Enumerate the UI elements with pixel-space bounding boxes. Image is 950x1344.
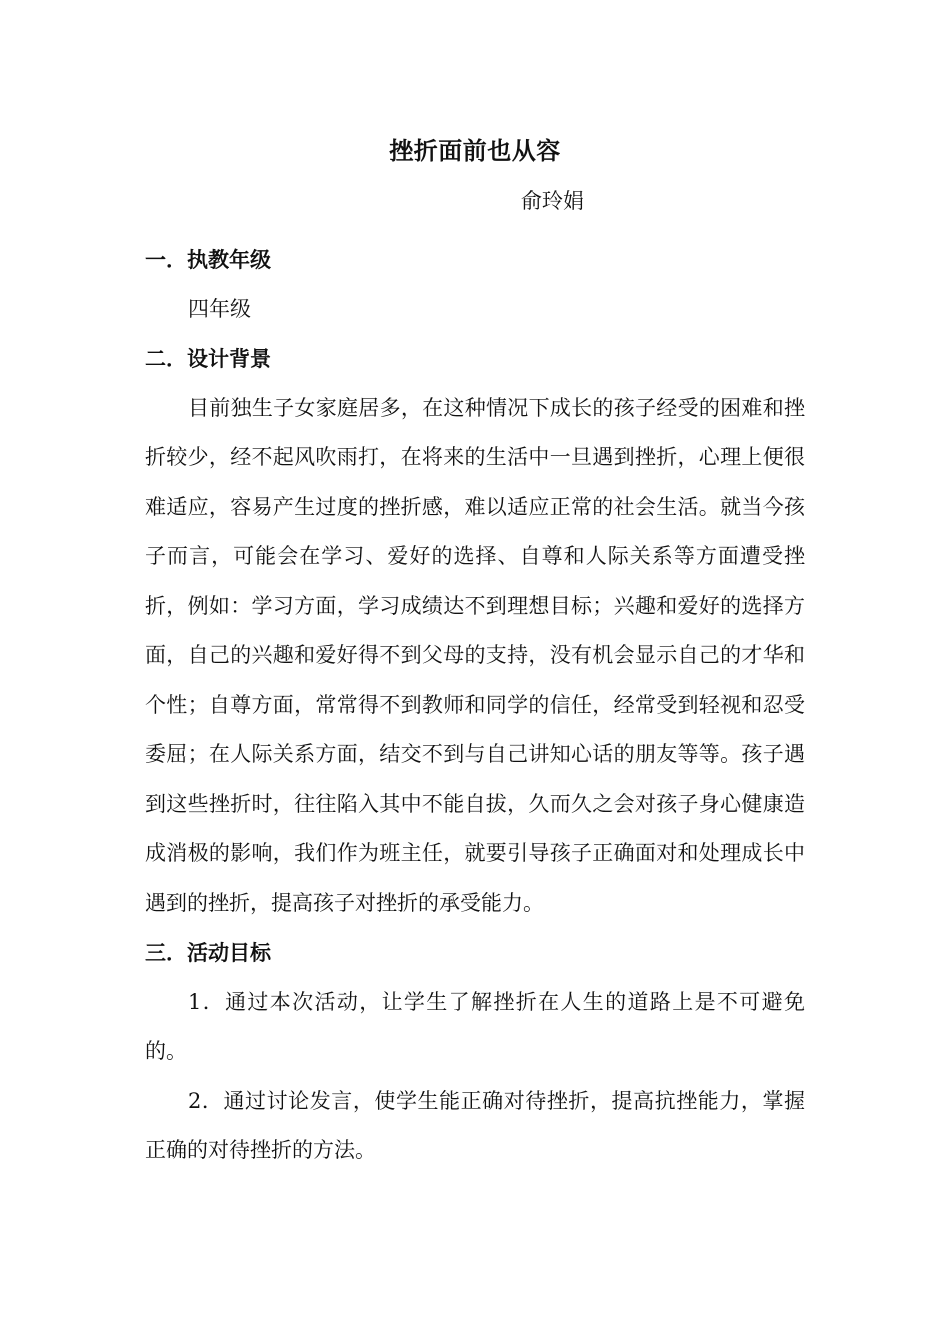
grade-paragraph: 四年级 [188,296,251,321]
document-author: 俞玲娟 [521,189,584,213]
document-title: 挫折面前也从容 [389,136,561,165]
document-body [145,235,805,1176]
goal-item-1: 1．通过本次活动，让学生了解挫折在人生的道路上是不可避免的。 [145,989,805,1063]
goal-item-2: 2．通过讨论发言，使学生能正确对待挫折，提高抗挫能力，掌握正确的对待挫折的方法。 [145,1088,805,1162]
section-heading-background: 二．设计背景 [145,346,271,371]
background-paragraph: 目前独生子女家庭居多，在这种情况下成长的孩子经受的困难和挫折较少，经不起风吹雨打，在将来的生活中一旦遇到挫折，心理上便很难适应，容易产生过度的挫折感，难以适应正常的社会生活。就当今孩子而言，可能会在学习、爱好的选择、自尊和人际关系等方面遭受挫折，例如：学习方面，学习成绩达不到理想目标；兴趣和爱好的选择方面，自己的兴趣和爱好得不到父母的支持，没有机会显示自己的才华和个性；自尊方面，常常得不到教师和同学的信任，经常受到轻视和忍受委屈；在人际关系方面，结交不到与自己讲知心话的朋友等等。孩子遇到这些挫折时，往往陷入其中不能自拔，久而久之会对孩子身心健康造成消极的影响，我们作为班主任，就要引导孩子正确面对和处理成长中遇到的挫折，提高孩子对挫折的承受能力。 [145,395,805,915]
section-heading-grade: 一．执教年级 [145,247,271,272]
section-heading-goals: 三．活动目标 [145,940,271,965]
